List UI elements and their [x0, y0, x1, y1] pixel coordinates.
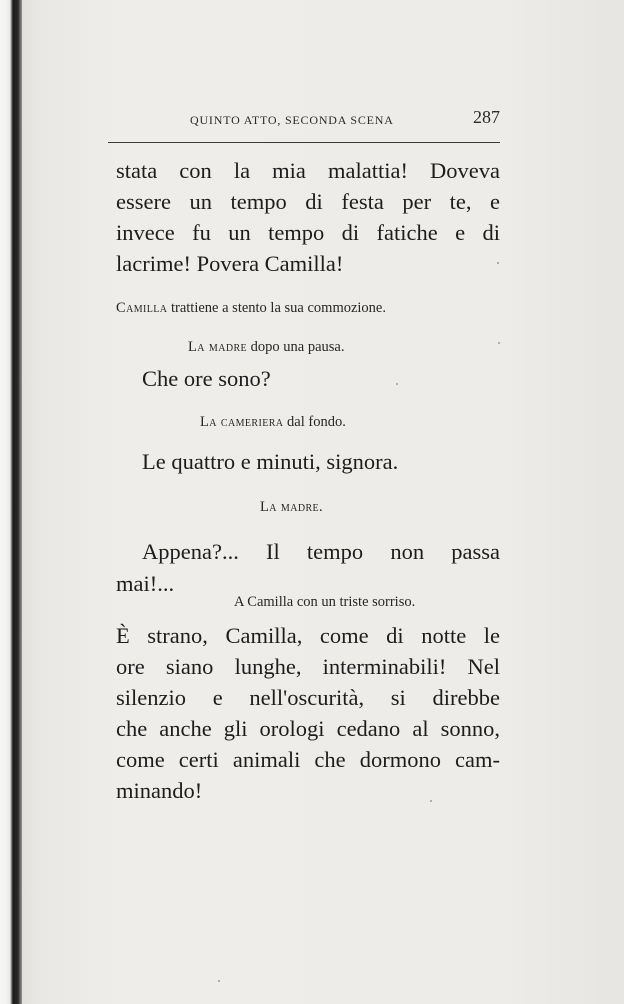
text-line: come certi animali che dormono cam-: [116, 747, 500, 772]
speech-line: Le quattro e minuti, signora.: [142, 449, 399, 474]
text-line: Appena?... Il tempo non passa: [142, 539, 500, 564]
paper-speck: [218, 980, 220, 982]
page-header: [108, 104, 500, 134]
stage-direction: [116, 300, 386, 317]
paper-speck: [396, 383, 398, 385]
running-title: QUINTO ATTO, SECONDA SCENA: [190, 113, 394, 127]
page-number: 287: [473, 107, 500, 127]
paper-speck: [498, 342, 500, 344]
direction-text: trattiene a stento la sua commozione.: [170, 300, 386, 316]
direction-text: dal fondo.: [287, 414, 346, 430]
stage-direction: [188, 339, 344, 356]
paper-speck: [497, 262, 499, 264]
text-line: essere un tempo di festa per te, e: [116, 189, 500, 214]
stage-direction: [200, 414, 346, 431]
book-spine-shadow: [0, 0, 22, 1004]
text-line: invece fu un tempo di fatiche e di: [116, 220, 500, 245]
text-line: minando!: [116, 778, 203, 803]
text-line: ore siano lunghe, interminabili! Nel: [116, 654, 500, 679]
text-line: lacrime! Povera Camilla!: [116, 251, 344, 276]
stage-direction: [260, 499, 323, 516]
text-line: che anche gli orologi cedano al sonno,: [116, 716, 500, 741]
stage-direction: A Camilla con un triste sorriso.: [234, 594, 416, 610]
character-name: Camilla: [116, 300, 168, 316]
character-name: La madre.: [260, 499, 324, 515]
direction-text: dopo una pausa.: [250, 339, 345, 355]
character-name: La cameriera: [200, 414, 284, 430]
paper-speck: [430, 800, 432, 802]
text-line: stata con la mia malattia! Doveva: [116, 158, 500, 183]
header-rule: [108, 142, 500, 143]
character-name: La madre: [188, 339, 248, 355]
text-line: mai!...: [116, 571, 175, 596]
text-line: È strano, Camilla, come di notte le: [116, 623, 500, 648]
speech-line: Che ore sono?: [142, 366, 271, 391]
text-line: silenzio e nell'oscurità, si direbbe: [116, 685, 500, 710]
